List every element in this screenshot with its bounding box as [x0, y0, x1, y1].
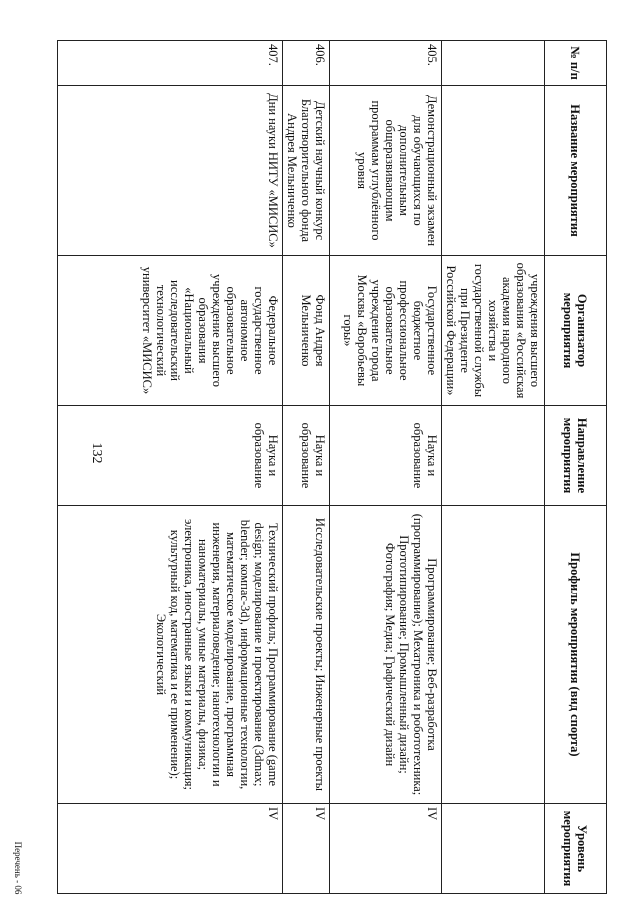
- cell-organizer: учреждения высшего образования «Российская академия народного хозяйства и государственной службы при Президенте Российской Федерации»: [442, 256, 545, 406]
- cell-direction: Наука и образование: [283, 406, 330, 506]
- cell-num: 405.: [330, 41, 442, 86]
- page-number: 132: [89, 442, 104, 464]
- cell-profile: Технический профиль; Программирование (game design; моделирование и проектирование (3dmax; blender; компас-3d), информационные технологии, математическое моделирование, программная инженерия, материаловедение; нанотехнологии и наноматериалы, умные материалы, физика; электроника, иностранные языки и коммуникация; культурный код, математика и ее применение); Экологический: [58, 506, 283, 804]
- cell-direction: [442, 406, 545, 506]
- header-name: Название мероприятия: [545, 86, 607, 256]
- cell-name: Дни науки НИТУ «МИСИС»: [58, 86, 283, 256]
- header-profile: Профиль мероприятия (вид спорта): [545, 506, 607, 804]
- cell-level: IV: [283, 804, 330, 894]
- table-row-continuation: [442, 41, 545, 894]
- header-num: № п/п: [545, 41, 607, 86]
- cell-organizer: Федеральное государственное автономное образовательное учреждение высшего образования «Национальный исследовательский технологический университет «МИСИС»: [58, 256, 283, 406]
- header-direction: Направление мероприятия: [545, 406, 607, 506]
- event-table-sheet: [70, 40, 607, 893]
- cell-profile: Исследовательские проекты; Инженерные проекты: [283, 506, 330, 804]
- cell-name: Демонстрационный экзамен для обучающихся по дополнительным общеразвивающим программам углублённого уровня: [330, 86, 442, 256]
- table-row: [58, 41, 283, 894]
- cell-name: Детский научный конкурс Благотворительного фонда Андрея Мельниченко: [283, 86, 330, 256]
- cell-num: 407.: [58, 41, 283, 86]
- cell-num: 406.: [283, 41, 330, 86]
- table-row: [283, 41, 330, 894]
- cell-profile: [442, 506, 545, 804]
- footer-text: Перечень - 06: [13, 841, 23, 895]
- cell-direction: Наука и образование: [58, 406, 283, 506]
- cell-level: IV: [330, 804, 442, 894]
- table-header-row: [545, 41, 607, 894]
- header-organizer: Организатор мероприятия: [545, 256, 607, 406]
- header-level: Уровень мероприятия: [545, 804, 607, 894]
- cell-organizer: Фонд Андрея Мельниченко: [283, 256, 330, 406]
- cell-level: [442, 804, 545, 894]
- cell-num: [442, 41, 545, 86]
- table-row: [330, 41, 442, 894]
- cell-direction: Наука и образование: [330, 406, 442, 506]
- cell-level: IV: [58, 804, 283, 894]
- cell-name: [442, 86, 545, 256]
- cell-organizer: Государственное бюджетное профессиональное образовательное учреждение города Москвы «Воробьевы горы»: [330, 256, 442, 406]
- cell-profile: Программирование; Веб-разработка (программирование); Мехатроника и робототехника; Прототипирование; Промышленный дизайн; Фотография; Медиа; Графический дизайн: [330, 506, 442, 804]
- event-table: [57, 40, 607, 894]
